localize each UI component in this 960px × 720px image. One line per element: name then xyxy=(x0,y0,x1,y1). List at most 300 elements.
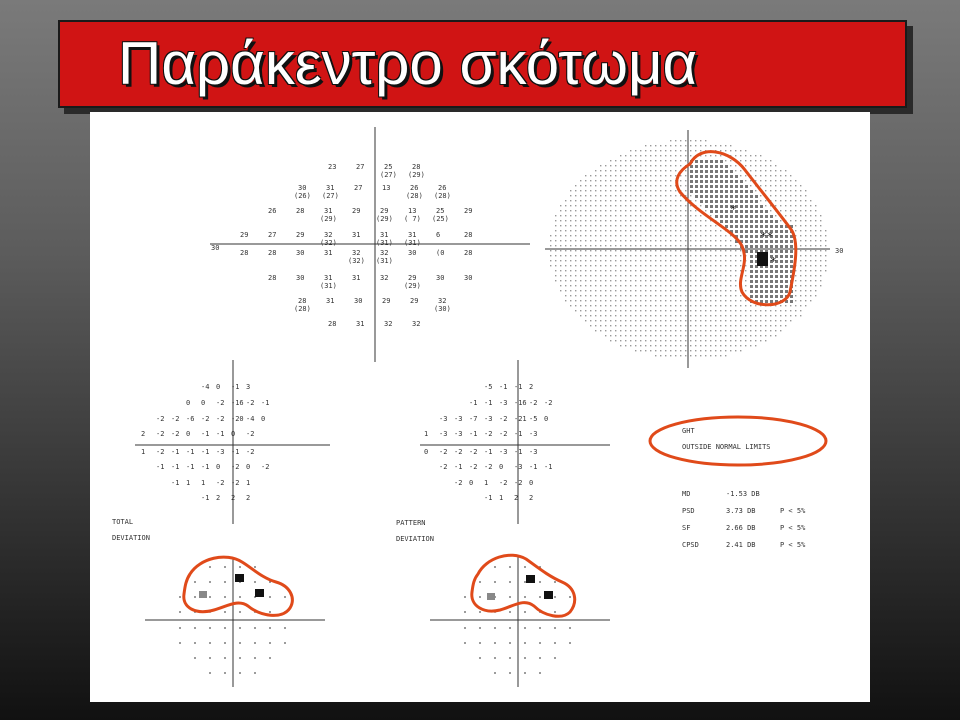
grayscale-dot xyxy=(660,280,661,281)
grayscale-dot xyxy=(625,205,626,206)
grayscale-dot xyxy=(605,205,606,206)
grayscale-dot xyxy=(590,265,591,266)
grayscale-dot xyxy=(680,210,681,211)
grayscale-dot xyxy=(600,240,601,241)
grayscale-dot xyxy=(665,320,666,321)
grayscale-dot xyxy=(705,220,706,221)
grayscale-dot xyxy=(635,335,636,336)
threshold-value: 29 xyxy=(352,207,361,215)
grayscale-dot xyxy=(715,300,716,301)
grayscale-dot xyxy=(655,345,656,346)
grayscale-dot xyxy=(680,285,681,286)
grayscale-dot xyxy=(715,170,718,173)
grayscale-dot xyxy=(565,230,566,231)
prob-symbol-gray xyxy=(487,593,495,600)
grayscale-dot xyxy=(580,205,581,206)
total-deviation-value: 2 xyxy=(216,494,221,502)
grayscale-dot xyxy=(635,290,636,291)
grayscale-dot xyxy=(780,210,781,211)
grayscale-dot xyxy=(575,220,576,221)
grayscale-dot xyxy=(665,230,666,231)
grayscale-dot xyxy=(590,280,591,281)
grayscale-dot xyxy=(550,260,551,261)
grayscale-dot xyxy=(780,170,781,171)
grayscale-dot xyxy=(735,170,736,171)
grayscale-dot xyxy=(665,330,666,331)
grayscale-dot xyxy=(585,275,586,276)
grayscale-dot xyxy=(715,280,716,281)
grayscale-dot xyxy=(750,345,751,346)
grayscale-dot xyxy=(785,285,788,288)
total-deviation-value: 0 xyxy=(216,383,221,391)
grayscale-dot xyxy=(635,275,636,276)
pattern-deviation-value: -3 xyxy=(439,430,448,438)
grayscale-dot xyxy=(720,155,721,156)
pattern-deviation-value: 2 xyxy=(514,494,519,502)
grayscale-dot xyxy=(650,205,651,206)
grayscale-dot xyxy=(670,260,671,261)
grayscale-dot xyxy=(805,285,806,286)
threshold-repeat-value: (25) xyxy=(432,215,449,223)
grayscale-dot xyxy=(640,215,641,216)
grayscale-dot xyxy=(565,220,566,221)
grayscale-dot xyxy=(770,190,771,191)
grayscale-dot xyxy=(660,355,661,356)
grayscale-dot xyxy=(630,335,631,336)
grayscale-dot xyxy=(790,260,793,263)
threshold-value: 30 xyxy=(436,274,445,282)
grayscale-dot xyxy=(680,160,681,161)
grayscale-dot xyxy=(660,295,661,296)
grayscale-dot xyxy=(755,230,758,233)
grayscale-dot xyxy=(785,310,786,311)
grayscale-dot xyxy=(665,185,666,186)
grayscale-dot xyxy=(680,155,681,156)
prob-dot xyxy=(539,596,541,598)
grayscale-dot xyxy=(670,145,671,146)
grayscale-dot xyxy=(810,225,811,226)
grayscale-dot xyxy=(595,285,596,286)
grayscale-dot xyxy=(605,240,606,241)
grayscale-dot xyxy=(670,355,671,356)
grayscale-dot xyxy=(600,260,601,261)
total-deviation-value: 2 xyxy=(141,430,146,438)
grayscale-dot xyxy=(675,250,676,251)
grayscale-dot xyxy=(570,245,571,246)
grayscale-dot xyxy=(700,250,701,251)
grayscale-dot xyxy=(600,180,601,181)
threshold-value: 26 xyxy=(410,184,419,192)
grayscale-dot xyxy=(595,170,596,171)
grayscale-dot xyxy=(655,290,656,291)
threshold-value: 31 xyxy=(352,274,361,282)
grayscale-dot xyxy=(680,220,681,221)
grayscale-dot xyxy=(630,230,631,231)
prob-dot xyxy=(494,627,496,629)
grayscale-dot xyxy=(810,255,811,256)
grayscale-dot xyxy=(695,265,696,266)
grayscale-dot xyxy=(570,305,571,306)
grayscale-dot xyxy=(635,240,636,241)
threshold-value: 31 xyxy=(408,231,417,239)
prob-dot xyxy=(464,642,466,644)
grayscale-dot xyxy=(635,195,636,196)
total-deviation-value: -2 xyxy=(156,415,165,423)
grayscale-dot xyxy=(635,155,636,156)
grayscale-dot xyxy=(710,225,711,226)
grayscale-dot xyxy=(780,200,781,201)
grayscale-dot xyxy=(610,190,611,191)
grayscale-dot xyxy=(590,175,591,176)
grayscale-dot xyxy=(760,330,761,331)
grayscale-dot xyxy=(580,300,581,301)
grayscale-dot xyxy=(625,220,626,221)
grayscale-dot xyxy=(615,160,616,161)
grayscale-dot xyxy=(735,175,738,178)
grayscale-dot xyxy=(615,190,616,191)
grayscale-dot xyxy=(775,320,776,321)
threshold-repeat-value: (29) xyxy=(408,171,425,179)
grayscale-dot xyxy=(690,150,691,151)
grayscale-dot xyxy=(720,235,721,236)
grayscale-dot xyxy=(630,330,631,331)
grayscale-dot xyxy=(580,200,581,201)
grayscale-dot xyxy=(675,270,676,271)
grayscale-dot xyxy=(585,240,586,241)
grayscale-dot xyxy=(810,265,811,266)
defect-marker: ** xyxy=(760,230,774,243)
prob-dot xyxy=(524,596,526,598)
grayscale-dot xyxy=(605,290,606,291)
grayscale-dot xyxy=(610,245,611,246)
grayscale-dot xyxy=(700,315,701,316)
grayscale-dot xyxy=(735,310,736,311)
grayscale-dot xyxy=(780,175,781,176)
grayscale-dot xyxy=(750,195,753,198)
grayscale-dot xyxy=(825,270,826,271)
grayscale-dot xyxy=(820,285,821,286)
grayscale-dot xyxy=(740,220,743,223)
grayscale-dot xyxy=(800,275,801,276)
grayscale-dot xyxy=(720,205,723,208)
grayscale-dot xyxy=(775,230,778,233)
grayscale-dot xyxy=(570,235,571,236)
pattern-deviation-label-2: DEVIATION xyxy=(396,535,434,543)
grayscale-dot xyxy=(630,215,631,216)
pattern-deviation-value: -1 xyxy=(454,463,463,471)
grayscale-dot xyxy=(675,295,676,296)
grayscale-dot xyxy=(785,250,788,253)
grayscale-dot xyxy=(740,175,741,176)
grayscale-dot xyxy=(765,175,766,176)
grayscale-dot xyxy=(745,290,746,291)
grayscale-dot xyxy=(815,280,816,281)
grayscale-dot xyxy=(620,320,621,321)
grayscale-dot xyxy=(735,155,736,156)
grayscale-dot xyxy=(555,235,556,236)
grayscale-dot xyxy=(665,285,666,286)
pattern-deviation-value: -3 xyxy=(454,430,463,438)
pattern-deviation-value: -1 xyxy=(514,383,523,391)
grayscale-dot xyxy=(710,190,713,193)
grayscale-dot xyxy=(800,315,801,316)
grayscale-dot xyxy=(640,295,641,296)
grayscale-dot xyxy=(685,210,686,211)
grayscale-dot xyxy=(725,340,726,341)
grayscale-dot xyxy=(615,215,616,216)
grayscale-dot xyxy=(780,205,781,206)
grayscale-dot xyxy=(735,345,736,346)
grayscale-dot xyxy=(720,335,721,336)
grayscale-dot xyxy=(560,270,561,271)
grayscale-dot xyxy=(695,225,696,226)
grayscale-dot xyxy=(775,250,778,253)
grayscale-dot xyxy=(670,250,671,251)
grayscale-dot xyxy=(640,260,641,261)
total-deviation-value: -1 xyxy=(186,463,195,471)
grayscale-dot xyxy=(670,240,671,241)
grayscale-dot xyxy=(550,240,551,241)
grayscale-dot xyxy=(715,210,718,213)
grayscale-dot xyxy=(755,165,756,166)
grayscale-dot xyxy=(630,170,631,171)
grayscale-dot xyxy=(760,325,761,326)
grayscale-dot xyxy=(700,240,701,241)
grayscale-dot xyxy=(695,185,698,188)
grayscale-dot xyxy=(740,225,743,228)
index-probability: P < 5% xyxy=(780,524,806,532)
grayscale-dot xyxy=(740,250,741,251)
grayscale-dot xyxy=(795,315,796,316)
grayscale-dot xyxy=(725,195,728,198)
grayscale-dot xyxy=(605,180,606,181)
grayscale-dot xyxy=(645,305,646,306)
grayscale-dot xyxy=(685,245,686,246)
grayscale-dot xyxy=(700,190,703,193)
grayscale-dot xyxy=(760,300,763,303)
grayscale-dot xyxy=(645,255,646,256)
grayscale-dot xyxy=(665,240,666,241)
grayscale-dot xyxy=(730,350,731,351)
pattern-deviation-value: -21 xyxy=(514,415,527,423)
threshold-repeat-value: (31) xyxy=(376,239,393,247)
grayscale-dot xyxy=(645,270,646,271)
grayscale-dot xyxy=(630,345,631,346)
grayscale-dot xyxy=(610,340,611,341)
pattern-deviation-value: -3 xyxy=(514,463,523,471)
grayscale-dot xyxy=(620,165,621,166)
grayscale-dot xyxy=(670,345,671,346)
threshold-repeat-value: (28) xyxy=(406,192,423,200)
threshold-value: 32 xyxy=(380,249,389,257)
grayscale-dot xyxy=(775,200,776,201)
grayscale-dot xyxy=(770,335,771,336)
grayscale-dot xyxy=(695,340,696,341)
grayscale-dot xyxy=(750,255,753,258)
threshold-repeat-value: (28) xyxy=(294,305,311,313)
threshold-repeat-value: (31) xyxy=(376,257,393,265)
grayscale-dot xyxy=(680,150,681,151)
grayscale-dot xyxy=(665,340,666,341)
grayscale-dot xyxy=(650,235,651,236)
grayscale-dot xyxy=(710,230,711,231)
grayscale-dot xyxy=(610,220,611,221)
grayscale-dot xyxy=(675,235,676,236)
grayscale-dot xyxy=(725,190,728,193)
grayscale-dot xyxy=(645,160,646,161)
grayscale-dot xyxy=(790,250,793,253)
grayscale-dot xyxy=(610,235,611,236)
grayscale-dot xyxy=(750,200,753,203)
grayscale-dot xyxy=(715,355,716,356)
grayscale-dot xyxy=(700,170,703,173)
grayscale-dot xyxy=(745,275,746,276)
grayscale-dot xyxy=(715,325,716,326)
grayscale-dot xyxy=(685,155,686,156)
grayscale-dot xyxy=(630,180,631,181)
threshold-value: 31 xyxy=(380,231,389,239)
threshold-value: 32 xyxy=(324,231,333,239)
grayscale-dot xyxy=(560,280,561,281)
grayscale-dot xyxy=(610,205,611,206)
grayscale-dot xyxy=(625,155,626,156)
grayscale-dot xyxy=(770,315,771,316)
grayscale-dot xyxy=(720,165,723,168)
grayscale-dot xyxy=(720,320,721,321)
prob-dot xyxy=(254,566,256,568)
prob-symbol-black xyxy=(526,575,535,583)
total-deviation-label-1: TOTAL xyxy=(112,518,134,526)
grayscale-dot xyxy=(795,220,796,221)
grayscale-dot xyxy=(760,270,763,273)
grayscale-dot xyxy=(630,265,631,266)
grayscale-dot xyxy=(725,255,726,256)
grayscale-dot xyxy=(725,150,726,151)
grayscale-dot xyxy=(700,355,701,356)
grayscale-dot xyxy=(695,175,698,178)
grayscale-dot xyxy=(565,280,566,281)
grayscale-dot xyxy=(820,225,821,226)
grayscale-dot xyxy=(740,340,741,341)
grayscale-dot xyxy=(785,325,786,326)
grayscale-dot xyxy=(605,230,606,231)
grayscale-dot xyxy=(705,330,706,331)
grayscale-dot xyxy=(615,180,616,181)
grayscale-dot xyxy=(660,300,661,301)
grayscale-dot xyxy=(725,320,726,321)
threshold-value: 29 xyxy=(382,297,391,305)
grayscale-dot xyxy=(725,355,726,356)
grayscale-dot xyxy=(690,330,691,331)
threshold-value: 29 xyxy=(380,207,389,215)
grayscale-dot xyxy=(640,315,641,316)
grayscale-dot xyxy=(560,210,561,211)
grayscale-dot xyxy=(575,310,576,311)
grayscale-dot xyxy=(675,150,676,151)
grayscale-dot xyxy=(595,300,596,301)
grayscale-dot xyxy=(635,190,636,191)
grayscale-dot xyxy=(625,255,626,256)
grayscale-dot xyxy=(635,210,636,211)
total-deviation-value: -16 xyxy=(231,399,244,407)
prob-dot xyxy=(179,596,181,598)
grayscale-dot xyxy=(655,240,656,241)
grayscale-dot xyxy=(675,275,676,276)
grayscale-dot xyxy=(675,160,676,161)
grayscale-dot xyxy=(700,340,701,341)
grayscale-dot xyxy=(770,195,771,196)
grayscale-dot xyxy=(705,255,706,256)
grayscale-dot xyxy=(665,315,666,316)
grayscale-dot xyxy=(700,145,701,146)
prob-dot xyxy=(224,581,226,583)
grayscale-dot xyxy=(750,230,753,233)
pattern-deviation-value: -1 xyxy=(514,448,523,456)
grayscale-dot xyxy=(655,215,656,216)
prob-dot xyxy=(194,657,196,659)
grayscale-dot xyxy=(635,165,636,166)
prob-dot xyxy=(554,611,556,613)
grayscale-dot xyxy=(685,160,686,161)
grayscale-dot xyxy=(625,165,626,166)
grayscale-dot xyxy=(610,160,611,161)
total-deviation-value: -2 xyxy=(171,415,180,423)
grayscale-dot xyxy=(795,305,796,306)
grayscale-dot xyxy=(720,285,721,286)
total-deviation-value: -2 xyxy=(246,448,255,456)
grayscale-dot xyxy=(760,295,763,298)
grayscale-dot xyxy=(710,305,711,306)
threshold-left-ecc-label: 30 xyxy=(211,244,220,252)
grayscale-dot xyxy=(600,200,601,201)
grayscale-dot xyxy=(765,340,766,341)
grayscale-dot xyxy=(665,205,666,206)
grayscale-dot xyxy=(660,330,661,331)
grayscale-dot xyxy=(780,270,783,273)
threshold-value: 30 xyxy=(464,274,473,282)
grayscale-dot xyxy=(710,145,711,146)
grayscale-dot xyxy=(730,325,731,326)
grayscale-dot xyxy=(725,220,728,223)
grayscale-dot xyxy=(665,170,666,171)
grayscale-dot xyxy=(650,310,651,311)
visual-field-printout-figure xyxy=(90,112,870,702)
grayscale-dot xyxy=(755,210,758,213)
grayscale-dot xyxy=(780,285,783,288)
grayscale-dot xyxy=(650,285,651,286)
grayscale-dot xyxy=(610,270,611,271)
grayscale-dot xyxy=(700,180,703,183)
grayscale-dot xyxy=(645,295,646,296)
pattern-deviation-value: -2 xyxy=(499,430,508,438)
grayscale-dot xyxy=(670,160,671,161)
grayscale-dot xyxy=(765,210,768,213)
grayscale-dot xyxy=(675,145,676,146)
grayscale-dot xyxy=(715,225,716,226)
pattern-deviation-value: 2 xyxy=(529,494,534,502)
grayscale-dot xyxy=(795,285,796,286)
grayscale-dot xyxy=(605,300,606,301)
grayscale-dot xyxy=(640,300,641,301)
grayscale-dot xyxy=(815,225,816,226)
grayscale-dot xyxy=(600,315,601,316)
grayscale-dot xyxy=(725,310,726,311)
grayscale-dot xyxy=(590,220,591,221)
grayscale-dot xyxy=(580,310,581,311)
grayscale-dot xyxy=(800,240,801,241)
grayscale-dot xyxy=(630,285,631,286)
grayscale-dot xyxy=(685,235,686,236)
